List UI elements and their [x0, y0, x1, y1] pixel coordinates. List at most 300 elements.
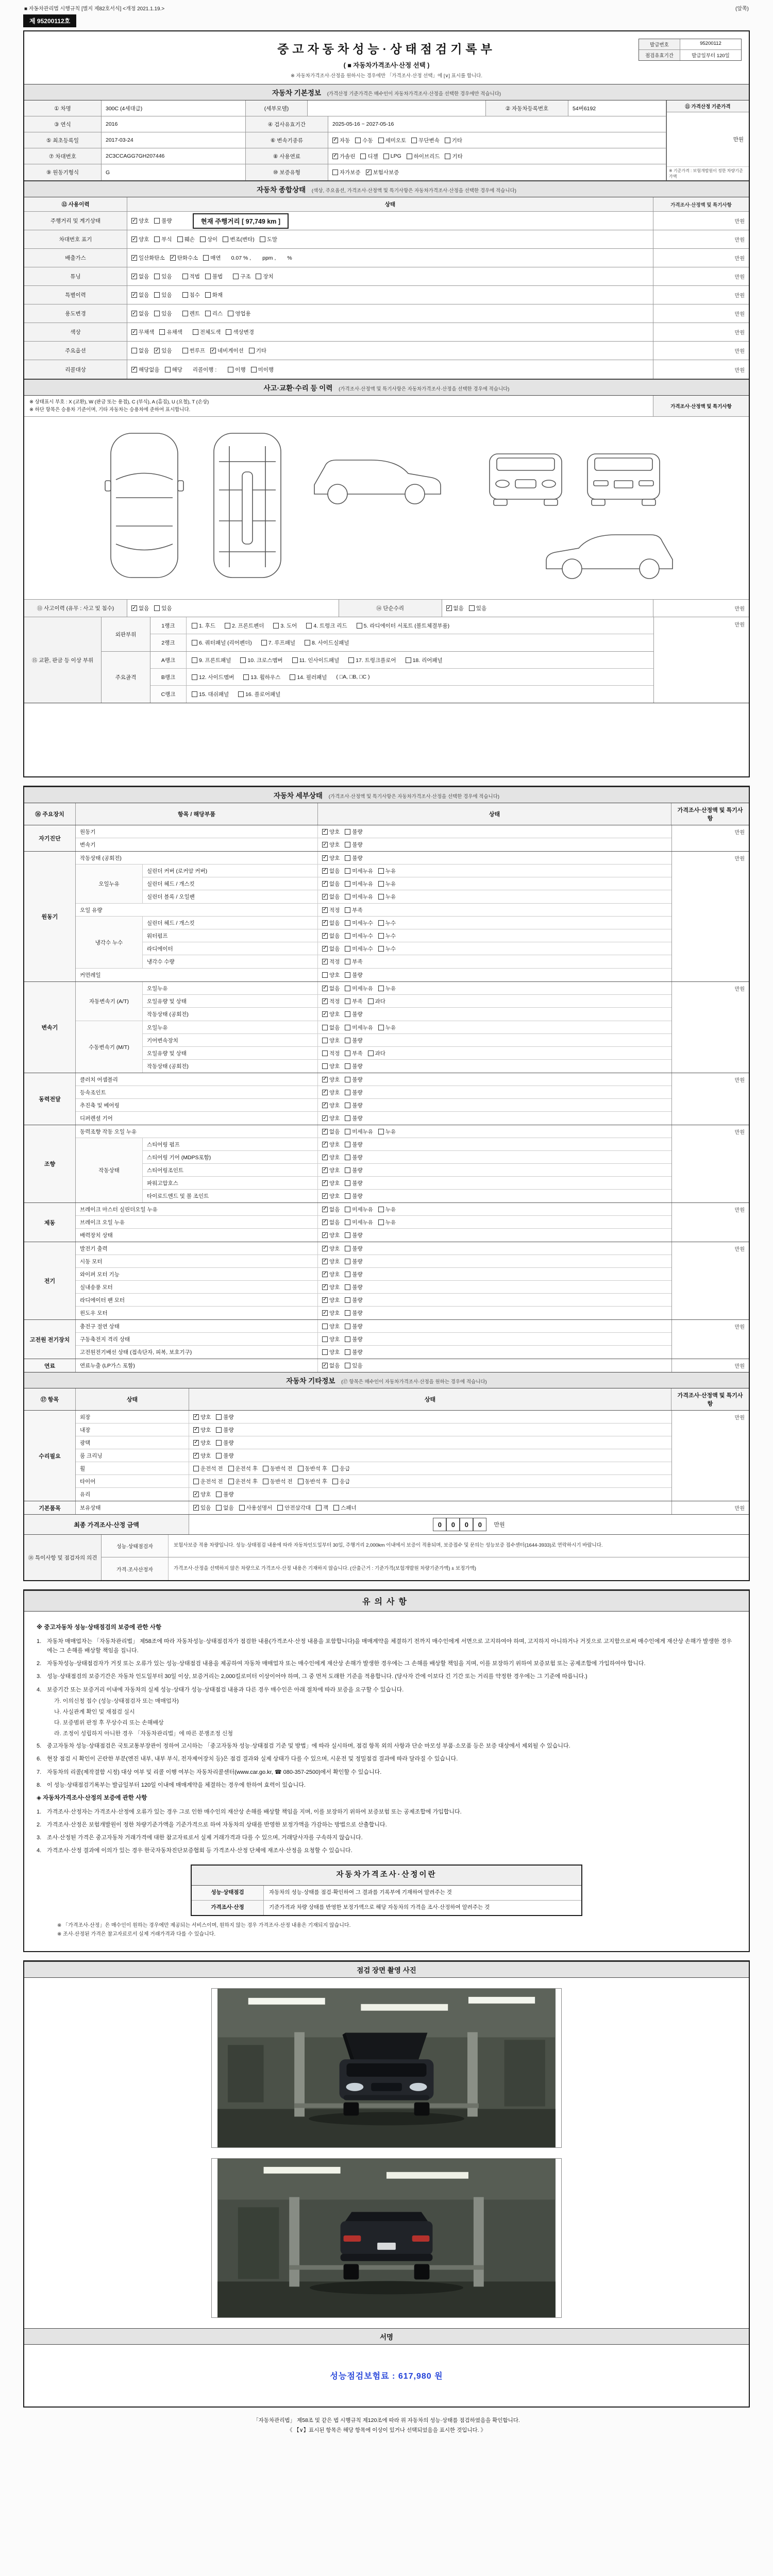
checkbox-없음[interactable] — [216, 1504, 233, 1512]
item-group-header: ⑰ 항목 — [24, 1388, 76, 1410]
checkbox-없음[interactable] — [131, 291, 149, 299]
checkbox-group — [322, 997, 385, 1005]
checkbox-양호[interactable] — [322, 1245, 340, 1252]
checkbox-11. 인사이드패널[interactable] — [292, 656, 340, 664]
subgroup — [76, 865, 671, 904]
checkbox-운전석 전[interactable] — [193, 1465, 223, 1472]
checkbox-사용설명서[interactable] — [239, 1504, 273, 1512]
checkbox-group — [322, 945, 396, 953]
checkbox-box: ✓ — [194, 1452, 198, 1458]
checkbox-세미오토[interactable] — [378, 137, 407, 144]
checkbox-3. 도어[interactable] — [273, 622, 297, 630]
checkbox-17. 트렁크플로어[interactable] — [348, 656, 396, 664]
checkbox-동반석 전[interactable] — [263, 1478, 293, 1485]
checkbox-불량[interactable] — [216, 1452, 233, 1460]
checkbox-양호[interactable] — [322, 1309, 340, 1317]
checkbox-누수[interactable] — [378, 932, 396, 940]
main-frame-label: 주요골격 — [102, 652, 150, 703]
checkbox-미이행[interactable] — [251, 366, 274, 374]
checkbox-label: 불법 — [212, 274, 223, 280]
checkbox-불량[interactable] — [345, 1192, 362, 1200]
checkbox-14. 필러패널[interactable] — [290, 673, 327, 681]
checkbox-group — [322, 932, 396, 940]
checkbox-해당없음[interactable] — [131, 366, 160, 374]
checkbox-없음[interactable] — [322, 1128, 340, 1136]
checkbox-box: ✓ — [155, 347, 159, 353]
checkbox-적정[interactable] — [322, 997, 340, 1005]
checkbox-양호[interactable] — [131, 235, 149, 243]
checkbox-label: 동반석 후 — [305, 1465, 327, 1472]
checkbox-미세누유[interactable] — [345, 1218, 373, 1226]
checkbox-불량[interactable] — [345, 828, 362, 836]
checkbox-불량[interactable] — [345, 1296, 362, 1304]
checkbox-양호[interactable] — [322, 971, 340, 979]
checkbox-box — [228, 311, 233, 316]
checkbox-누수[interactable] — [378, 919, 396, 927]
issue-info-box — [638, 39, 742, 61]
checkbox-label: 양호 — [329, 1011, 340, 1018]
checkbox-불량[interactable] — [154, 217, 172, 225]
signature-area[interactable] — [24, 2345, 749, 2406]
checkbox-없음[interactable] — [131, 604, 149, 612]
checkbox-4. 트렁크 리드[interactable] — [306, 622, 347, 630]
checkbox-group — [192, 656, 231, 664]
checkbox-label: 적정 — [329, 959, 340, 965]
checkbox-label: 누수 — [385, 933, 396, 939]
item-state — [318, 955, 671, 968]
issue-row — [639, 50, 741, 60]
checkbox-운전석 후[interactable] — [228, 1478, 258, 1485]
checkbox-label: 과다 — [375, 998, 385, 1005]
checkbox-동반석 전[interactable] — [263, 1465, 293, 1472]
checkbox-불법[interactable] — [205, 273, 223, 280]
checkbox-누유[interactable] — [378, 1128, 396, 1136]
checkbox-부족[interactable] — [345, 906, 362, 914]
checkbox-누유[interactable] — [378, 1024, 396, 1031]
checkbox-미세누수[interactable] — [345, 945, 373, 953]
checkbox-응급[interactable] — [332, 1465, 350, 1472]
checkbox-누유[interactable] — [378, 1206, 396, 1213]
checkbox-불량[interactable] — [345, 1062, 362, 1070]
device-column-header: ⑯ 주요장치 — [24, 803, 76, 825]
checkbox-무채색[interactable] — [131, 328, 154, 336]
rank-label: B랭크 — [150, 669, 187, 685]
item-label: 실린더 블록 / 오일팬 — [143, 890, 318, 903]
checkbox-있음[interactable] — [469, 604, 486, 612]
checkbox-불량[interactable] — [345, 1270, 362, 1278]
basic-info-table — [24, 100, 749, 181]
checkbox-해당[interactable] — [165, 366, 182, 374]
checkbox-있음[interactable] — [154, 347, 172, 354]
checkbox-있음[interactable] — [154, 273, 172, 280]
checkbox-있음[interactable] — [154, 604, 172, 612]
checkbox-불량[interactable] — [345, 854, 362, 862]
checkbox-탄화수소[interactable] — [170, 254, 198, 262]
checkbox-box: ✓ — [323, 1167, 327, 1173]
checkbox-있음[interactable] — [193, 1504, 211, 1512]
checkbox-양호[interactable] — [322, 1062, 340, 1070]
checkbox-5. 라디에이터 서포트 (볼트체결부품)[interactable] — [357, 622, 450, 630]
checkbox-양호[interactable] — [322, 1296, 340, 1304]
checkbox-장치[interactable] — [256, 273, 273, 280]
item-label: 작동상태 (공회전) — [143, 1060, 318, 1073]
checkbox-미세누유[interactable] — [345, 880, 373, 888]
outer-panel-label: 외판부위 — [102, 617, 150, 651]
checkbox-불량[interactable] — [345, 1037, 362, 1044]
section-title: 유의사항 — [362, 1598, 411, 1606]
checkbox-도말[interactable] — [260, 235, 277, 243]
checkbox-리스[interactable] — [205, 310, 223, 317]
inspection-valid-value: 2025-05-16 ~ 2027-05-16 — [328, 116, 666, 132]
checkbox-미세누유[interactable] — [345, 893, 373, 901]
form-reference: ■ 자동차관리법 시행규칙 [별지 제82호서식] <개정 2021.1.19.> — [24, 6, 165, 12]
checkbox-6. 쿼터패널 (리어펜더)[interactable] — [192, 639, 252, 647]
checkbox-없음[interactable] — [322, 1024, 340, 1031]
section-title: 사고·교환·수리 등 이력 — [263, 384, 333, 392]
checkbox-양호[interactable] — [322, 1348, 340, 1356]
checkbox-적정[interactable] — [322, 1049, 340, 1057]
checkbox-group — [357, 622, 450, 630]
checkbox-없음[interactable] — [131, 273, 149, 280]
checkbox-양호[interactable] — [322, 854, 340, 862]
item-label: 보유상태 — [76, 1501, 189, 1514]
item-row — [143, 890, 671, 903]
checkbox-유채색[interactable] — [159, 328, 182, 336]
checkbox-label: 있음 — [476, 605, 487, 612]
checkbox-양호[interactable] — [322, 1166, 340, 1174]
checkbox-양호[interactable] — [193, 1439, 211, 1447]
checkbox-적법[interactable] — [182, 273, 200, 280]
checkbox-box — [378, 946, 384, 952]
notice-item — [37, 1754, 736, 1764]
checkbox-없음[interactable] — [322, 893, 340, 901]
page-2 — [23, 786, 750, 1581]
checkbox-훼손[interactable] — [177, 235, 195, 243]
checkbox-없음[interactable] — [131, 347, 149, 354]
checkbox-하이브리드[interactable] — [407, 152, 440, 160]
section-photos — [24, 1961, 749, 1978]
definition-note: ※ 「가격조사·산정」은 매수인이 원하는 경우에만 제공되는 서비스이며, 원하지 않는 경우 가격조사·산정 내용은 기재되지 않습니다. — [57, 1922, 351, 1928]
checkbox-과다[interactable] — [368, 997, 385, 1005]
checkbox-양호[interactable] — [322, 1076, 340, 1083]
checkbox-운전석 후[interactable] — [228, 1465, 258, 1472]
item-row — [76, 1501, 671, 1514]
overall-row — [24, 230, 749, 249]
checkbox-미세누유[interactable] — [345, 1206, 373, 1213]
checkbox-box — [345, 1349, 350, 1355]
checkbox-box — [345, 1050, 350, 1056]
checkbox-부족[interactable] — [345, 997, 362, 1005]
accident-legend-row — [24, 396, 749, 417]
price-survey-option[interactable]: ( ■ 자동차가격조사·산정 선택 ) — [343, 62, 430, 69]
checkbox-양호[interactable] — [193, 1413, 211, 1421]
checkbox-box — [345, 1207, 350, 1212]
checkbox-없음[interactable] — [322, 1206, 340, 1213]
notice-text: 자동차성능·상태점검자가 거짓 또는 오류가 있는 성능·상태점검 내용을 제공하여 자동차 매매업자 또는 매수인에게 재산상 손해가 발생한 경우에는 그 손해를 배상할 책임을 지며, 이를 보장하기 위하여 보증보험 또는 공제조합에 가입하여야 합니다. — [47, 1660, 646, 1667]
checkbox-불량[interactable] — [345, 1323, 362, 1330]
checkbox-불량[interactable] — [345, 1179, 362, 1187]
checkbox-매연[interactable] — [203, 254, 221, 262]
notice-text: 가격조사·산정 결과에 이의가 있는 경우 한국자동차진단보증협회 등 가격조사·산정 단체에 재조사·산정을 요청할 수 있습니다. — [47, 1848, 352, 1854]
checkbox-box — [345, 1063, 350, 1069]
checkbox-응급[interactable] — [332, 1478, 350, 1485]
checkbox-양호[interactable] — [322, 1323, 340, 1330]
checkbox-누유[interactable] — [378, 880, 396, 888]
checkbox-불량[interactable] — [345, 1258, 362, 1265]
checkbox-불량[interactable] — [345, 1283, 362, 1291]
checkbox-양호[interactable] — [322, 1089, 340, 1096]
checkbox-누유[interactable] — [378, 893, 396, 901]
checkbox-group — [322, 828, 363, 836]
checkbox-9. 프론트패널[interactable] — [192, 656, 231, 664]
checkbox-양호[interactable] — [322, 841, 340, 849]
item-state — [318, 1177, 671, 1189]
checkbox-불량[interactable] — [345, 1309, 362, 1317]
checkbox-미세누수[interactable] — [345, 919, 373, 927]
checkbox-box — [193, 1466, 199, 1471]
checkbox-구조[interactable] — [233, 273, 250, 280]
checkbox-box — [216, 1414, 222, 1420]
checkbox-box — [345, 1272, 350, 1277]
checkbox-불량[interactable] — [345, 1089, 362, 1096]
checkbox-스패너[interactable] — [333, 1504, 356, 1512]
checkbox-8. 사이드실패널[interactable] — [305, 639, 349, 647]
checkbox-양호[interactable] — [322, 1010, 340, 1018]
checkbox-누유[interactable] — [378, 1218, 396, 1226]
device-name: 자기진단 — [24, 825, 76, 851]
item-label: 오일유량 및 상태 — [143, 1047, 318, 1059]
checkbox-없음[interactable] — [322, 880, 340, 888]
checkbox-양호[interactable] — [322, 1231, 340, 1239]
checkbox-label: 변조(변타) — [230, 236, 255, 243]
checkbox-영업용[interactable] — [228, 310, 250, 317]
checkbox-없음[interactable] — [322, 919, 340, 927]
checkbox-변조(변타)[interactable] — [223, 235, 255, 243]
checkbox-양호[interactable] — [193, 1490, 211, 1498]
checkbox-상이[interactable] — [200, 235, 217, 243]
checkbox-불량[interactable] — [345, 1101, 362, 1109]
checkbox-부족[interactable] — [345, 958, 362, 965]
checkbox-group — [193, 1465, 350, 1472]
device-group — [24, 982, 749, 1073]
checkbox-label: 양호 — [329, 1245, 340, 1252]
checkbox-불량[interactable] — [216, 1413, 233, 1421]
checkbox-미세누수[interactable] — [345, 932, 373, 940]
checkbox-없음[interactable] — [322, 1362, 340, 1369]
device-name: 연료 — [24, 1359, 76, 1372]
checkbox-미세누유[interactable] — [345, 985, 373, 992]
checkbox-무단변속[interactable] — [411, 137, 440, 144]
checkbox-양호[interactable] — [322, 1037, 340, 1044]
plate-value: 54버6192 — [568, 100, 666, 116]
checkbox-보험사보증[interactable] — [366, 168, 399, 176]
checkbox-누수[interactable] — [378, 945, 396, 953]
checkbox-디젤[interactable] — [360, 152, 378, 160]
checkbox-15. 대쉬패널[interactable] — [192, 690, 229, 698]
checkbox-불량[interactable] — [345, 1348, 362, 1356]
checkbox-불량[interactable] — [345, 1245, 362, 1252]
checkbox-1. 후드[interactable] — [192, 622, 215, 630]
checkbox-누유[interactable] — [378, 985, 396, 992]
checkbox-불량[interactable] — [216, 1490, 233, 1498]
checkbox-양호[interactable] — [193, 1426, 211, 1434]
checkbox-box: ✓ — [323, 855, 327, 860]
checkbox-불량[interactable] — [345, 1166, 362, 1174]
checkbox-box — [292, 657, 298, 663]
checkbox-2. 프론트펜더[interactable] — [225, 622, 264, 630]
checkbox-10. 크로스멤버[interactable] — [240, 656, 282, 664]
checkbox-기타[interactable] — [249, 347, 266, 354]
item-state — [318, 1060, 671, 1073]
checkbox-없음[interactable] — [131, 310, 149, 317]
checkbox-있음[interactable] — [154, 310, 172, 317]
checkbox-불량[interactable] — [345, 971, 362, 979]
checkbox-label: 양호 — [329, 1037, 340, 1044]
checkbox-없음[interactable] — [322, 1218, 340, 1226]
accident-legends — [24, 396, 653, 416]
checkbox-group — [131, 254, 221, 262]
checkbox-12. 사이드멤버[interactable] — [192, 673, 234, 681]
checkbox-label: 미세누유 — [352, 1219, 373, 1226]
checkbox-불량[interactable] — [216, 1426, 233, 1434]
checkbox-label: 양호 — [329, 1102, 340, 1109]
checkbox-자가보증[interactable] — [332, 168, 361, 176]
checkbox-없음[interactable] — [322, 985, 340, 992]
checkbox-네비게이션[interactable] — [210, 347, 244, 354]
checkbox-양호[interactable] — [322, 1335, 340, 1343]
checkbox-기타[interactable] — [445, 152, 462, 160]
checkbox-화재[interactable] — [205, 291, 223, 299]
checkbox-불량[interactable] — [345, 1010, 362, 1018]
checkbox-전체도색[interactable] — [193, 328, 221, 336]
checkbox-기타[interactable] — [445, 137, 462, 144]
checkbox-미세누유[interactable] — [345, 1024, 373, 1031]
device-name: 기본품목 — [24, 1501, 76, 1514]
checkbox-box: ✓ — [323, 1076, 327, 1082]
item-state — [318, 1307, 671, 1319]
checkbox-누유[interactable] — [378, 867, 396, 875]
checkbox-label: 잭 — [323, 1505, 329, 1511]
checkbox-16. 플로어패널[interactable] — [238, 690, 280, 698]
notice-number: 3. — [37, 1673, 42, 1680]
item-label: 와이퍼 모터 기능 — [76, 1268, 318, 1280]
item-label: 타이로드엔드 및 볼 조인트 — [143, 1190, 318, 1202]
checkbox-양호[interactable] — [131, 217, 149, 225]
item-row — [76, 838, 671, 851]
item-label: 실린더 헤드 / 개스킷 — [143, 917, 318, 929]
checkbox-label: 장치 — [263, 274, 274, 280]
checkbox-box — [251, 367, 257, 372]
checkbox-불량[interactable] — [345, 1335, 362, 1343]
checkbox-7. 루프패널[interactable] — [261, 639, 295, 647]
checkbox-자동[interactable] — [332, 137, 350, 144]
footer-line: 《 【∨】표시된 항목은 해당 항목에 이상이 있거나 선택되었음을 표시한 것입니다. 》 — [287, 2427, 486, 2433]
checkbox-양호[interactable] — [193, 1452, 211, 1460]
checkbox-label: 동반석 전 — [270, 1478, 293, 1485]
checkbox-양호[interactable] — [322, 828, 340, 836]
checkbox-label: 양호 — [329, 1336, 340, 1343]
checkbox-불량[interactable] — [345, 1114, 362, 1122]
definition-term: 성능·상태점검 — [192, 1886, 264, 1900]
checkbox-label: 누유 — [385, 880, 396, 887]
checkbox-없음[interactable] — [322, 932, 340, 940]
checkbox-양호[interactable] — [322, 1258, 340, 1265]
checkbox-이행[interactable] — [228, 366, 245, 374]
document-header — [24, 31, 749, 84]
checkbox-label: 유채색 — [166, 329, 182, 335]
checkbox-box — [322, 1324, 328, 1329]
overall-row — [24, 212, 749, 230]
price-cell: 만원 — [734, 275, 745, 280]
checkbox-미세누유[interactable] — [345, 1128, 373, 1136]
usage-item-state — [127, 342, 653, 360]
checkbox-양호[interactable] — [322, 1283, 340, 1291]
checkbox-양호[interactable] — [322, 1154, 340, 1161]
checkbox-양호[interactable] — [322, 1270, 340, 1278]
checkbox-없음[interactable] — [446, 604, 464, 612]
checkbox-불량[interactable] — [345, 1141, 362, 1148]
checkbox-양호[interactable] — [322, 1192, 340, 1200]
checkbox-안전삼각대[interactable] — [277, 1504, 311, 1512]
checkbox-부족[interactable] — [345, 1049, 362, 1057]
device-items — [76, 1073, 671, 1125]
checkbox-불량[interactable] — [345, 1231, 362, 1239]
checkbox-잭[interactable] — [316, 1504, 328, 1512]
checkbox-없음[interactable] — [322, 945, 340, 953]
checkbox-양호[interactable] — [322, 1114, 340, 1122]
checkbox-가솔린[interactable] — [332, 152, 355, 160]
checkbox-있음[interactable] — [154, 291, 172, 299]
checkbox-과다[interactable] — [368, 1049, 385, 1057]
checkbox-썬루프[interactable] — [182, 347, 205, 354]
checkbox-미세누유[interactable] — [345, 867, 373, 875]
checkbox-불량[interactable] — [216, 1439, 233, 1447]
notice-item — [37, 1685, 736, 1694]
checkbox-LPG[interactable] — [383, 153, 401, 159]
checkbox-적정[interactable] — [322, 906, 340, 914]
checkbox-적정[interactable] — [322, 958, 340, 965]
checkbox-양호[interactable] — [322, 1141, 340, 1148]
checkbox-일산화탄소[interactable] — [131, 254, 165, 262]
checkbox-수동[interactable] — [355, 137, 373, 144]
checkbox-label: 양호 — [329, 855, 340, 861]
item-state — [318, 1034, 671, 1046]
usage-item-label: 튜닝 — [24, 267, 127, 285]
checkbox-운전석 전[interactable] — [193, 1478, 223, 1485]
checkbox-box: ✓ — [194, 1414, 198, 1419]
checkbox-동반석 후[interactable] — [298, 1465, 328, 1472]
checkbox-13. 휠하우스[interactable] — [243, 673, 280, 681]
checkbox-불량[interactable] — [345, 1154, 362, 1161]
exchange-repair-section — [24, 617, 749, 703]
checkbox-box: ✓ — [132, 236, 137, 242]
checkbox-불량[interactable] — [345, 1076, 362, 1083]
checkbox-양호[interactable] — [322, 1101, 340, 1109]
checkbox-box — [322, 1349, 328, 1355]
checkbox-양호[interactable] — [322, 1179, 340, 1187]
checkbox-동반석 후[interactable] — [298, 1478, 328, 1485]
checkbox-18. 리어패널[interactable] — [406, 656, 443, 664]
checkbox-부식[interactable] — [154, 235, 172, 243]
checkbox-색상변경[interactable] — [226, 328, 254, 336]
checkbox-침수[interactable] — [182, 291, 200, 299]
checkbox-불량[interactable] — [345, 841, 362, 849]
checkbox-있음[interactable] — [345, 1362, 362, 1369]
checkbox-label: 응급 — [340, 1465, 350, 1472]
checkbox-box: ✓ — [323, 1219, 327, 1225]
checkbox-없음[interactable] — [322, 867, 340, 875]
checkbox-렌트[interactable] — [182, 310, 200, 317]
